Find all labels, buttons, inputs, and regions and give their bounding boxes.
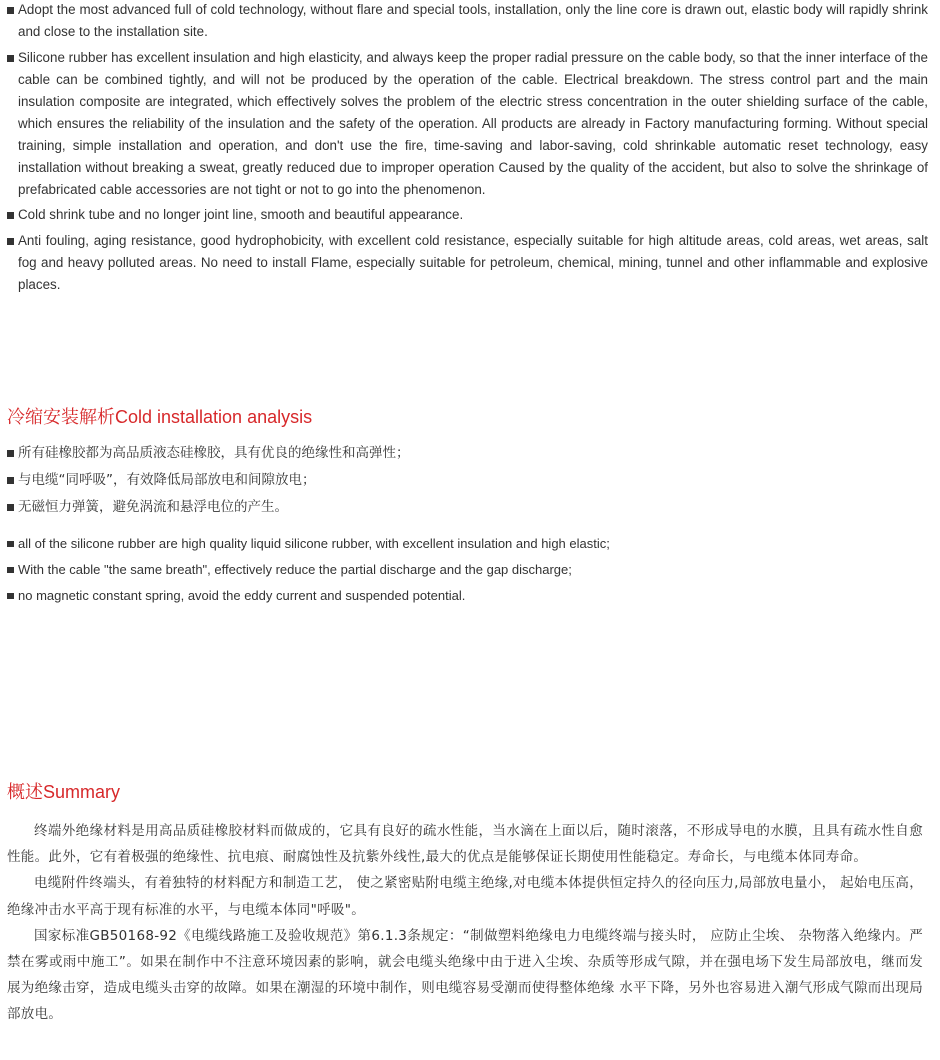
analysis-item-en [0, 560, 610, 579]
summary-paragraph: 终端外绝缘材料是用高品质硅橡胶材料而做成的，它具有良好的疏水性能，当水滴在上面以后，随时滚落，不形成导电的水膜，且具有疏水性自愈性能。此外，它有着极强的绝缘性、抗电痕、耐腐蚀性及抗紫外线性,最大的优点是能够保证长期使用性能稳定。寿命长，与电缆本体同寿命。 [7, 823, 923, 866]
feature-text: Anti fouling, aging resistance, good hydrophobicity, with excellent cold resistance, especially suitable for high altitude areas, cold areas, wet areas, salt fog and heavy polluted areas. No need to install Flame, especially suitable for petroleum, chemical, mining, tunnel and other inflammable and explosive places. [18, 232, 928, 292]
analysis-text-en: no magnetic constant spring, avoid the eddy current and suspended potential. [18, 588, 466, 603]
square-bullet-icon [7, 450, 14, 457]
square-bullet-icon [7, 593, 14, 599]
analysis-item-cn [0, 497, 410, 517]
feature-item [0, 204, 928, 226]
feature-text: Cold shrink tube and no longer joint line, smooth and beautiful appearance. [18, 207, 464, 222]
analysis-item-en [0, 534, 610, 553]
analysis-text-en: all of the silicone rubber are high quality liquid silicone rubber, with excellent insulation and high elastic; [18, 536, 610, 551]
analysis-text-cn: 所有硅橡胶都为高品质液态硅橡胶，具有优良的绝缘性和高弹性； [18, 445, 410, 461]
summary-paragraph: 电缆附件终端头，有着独特的材料配方和制造工艺， 使之紧密贴附电缆主绝缘,对电缆本体提供恒定持久的径向压力,局部放电量小， 起始电压高，绝缘冲击水平高于现有标准的水平，与电缆本体同"呼吸"。 [7, 875, 923, 918]
analysis-text-en: With the cable "the same breath", effectively reduce the partial discharge and the gap discharge; [18, 562, 572, 577]
analysis-item-cn [0, 470, 410, 490]
square-bullet-icon [7, 504, 14, 511]
analysis-text-cn: 与电缆“同呼吸”，有效降低局部放电和间隙放电； [18, 472, 316, 488]
analysis-item-en [0, 586, 610, 605]
summary-body [7, 818, 923, 1028]
feature-text: Silicone rubber has excellent insulation and high elasticity, and always keep the proper radial pressure on the cable body, so that the inner interface of the cable can be combined tightly, and will not be produced by the operation of the cable. Electrical breakdown. The stress control part and the main insulation composite are integrated, which effectively solves the problem of the electric stress concentration in the outer shielding surface of the cable, which ensures the reliability of the insulation and the safety of the operation. All products are already in Factory manufacturing forming. Without special training, simple installation and operation, and don't use the fire, time-saving and labor-saving, cold shrinkable automatic reset technology, easy installation without breaking a sweat, greatly reduced due to improper operation Caused by the quality of the accident, but also to solve the shrinkage of prefabricated cable accessories are not tight or not to go into the phenomenon. [18, 49, 928, 197]
feature-text: Adopt the most advanced full of cold technology, without flare and special tools, installation, only the line core is drawn out, elastic body will rapidly shrink and close to the installation site. [18, 2, 928, 39]
summary-paragraph: 国家标准GB50168-92《电缆线路施工及验收规范》第6.1.3条规定：“制做塑料绝缘电力电缆终端与接头时， 应防止尘埃、 杂物落入绝缘内。严禁在雾或雨中施工”。如果在制作中不注意环境因素的影响，就会电缆头绝缘中由于进入尘埃、杂质等形成气隙，并在强电场下发生局部放电，继而发展为绝缘击穿，造成电缆头击穿的故障。如果在潮湿的环境中制作，则电缆容易受潮而使得整体绝缘 水平下降，另外也容易进入潮气形成气隙而出现局部放电。 [7, 927, 923, 1023]
square-bullet-icon [7, 212, 14, 219]
analysis-item-cn [0, 443, 410, 463]
analysis-list-chinese [0, 443, 410, 524]
square-bullet-icon [7, 477, 14, 484]
square-bullet-icon [7, 567, 14, 573]
feature-list [0, 0, 928, 299]
feature-item [0, 0, 928, 43]
square-bullet-icon [7, 7, 14, 14]
feature-item [0, 230, 928, 296]
section-heading-cold-installation-analysis: 冷缩安装解析Cold installation analysis [7, 407, 313, 427]
analysis-text-cn: 无磁恒力弹簧，避免涡流和悬浮电位的产生。 [18, 499, 288, 515]
square-bullet-icon [7, 541, 14, 547]
square-bullet-icon [7, 55, 14, 62]
section-heading-summary: 概述Summary [7, 782, 121, 802]
square-bullet-icon [7, 238, 14, 245]
analysis-list-english [0, 534, 610, 612]
feature-item [0, 47, 928, 201]
